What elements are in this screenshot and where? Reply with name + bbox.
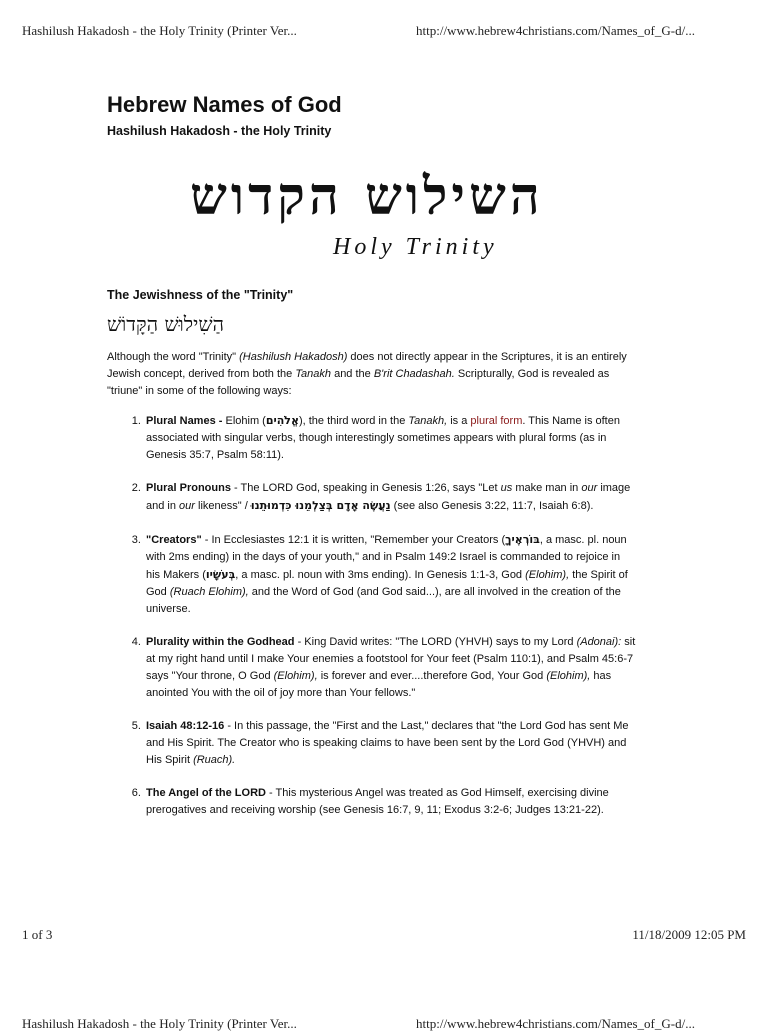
page-subtitle: Hashilush Hakadosh - the Holy Trinity [107,124,332,138]
logo-hebrew-text: השילוש הקדוש [190,166,544,227]
print-timestamp: 11/18/2009 12:05 PM [632,927,746,942]
trinity-evidence-list [107,412,637,819]
list-item: 3. "Creators" - In Ecclesiastes 12:1 it is written, "Remember your Creators (בּוֹרְאֶיךָ, a masc. pl. noun with 2ms ending) in the days of your youth," and in Psalm 149:2 Israel is commanded to rejoice in his Makers (בְּעֹשָׂיו, a masc. pl. noun with 3ms ending). In Genesis 1:1-3, God (Elohim), the Spirit of God (Ruach Elohim), and the Word of God (and God said...), are all involved in the creation of the universe. [144,531,637,618]
list-item: 1. Plural Names - Elohim (אֱלֹהִים), the third word in the Tanakh, is a plural form. This Name is often associated with singular verbs, though interestingly sometimes appears with plural forms (as in Genesis 35:7, Psalm 58:11). [144,412,637,464]
section-hebrew: הַשִׁילוּשׁ הַקָּדוֹשׁ [107,312,225,336]
page-count: 1 of 3 [22,927,53,942]
list-item: 2. Plural Pronouns - The LORD God, speaking in Genesis 1:26, says "Let us make man in our image and in our likeness" / נַעֲשֶׂה אָדָם בְּצַלְמֵנוּ כִּדְמוּתֵנוּ (see also Genesis 3:22, 11:7, Isaiah 6:8). [144,480,637,515]
next-page-header-title: Hashilush Hakadosh - the Holy Trinity (Printer Ver... [22,1016,297,1031]
section-heading: The Jewishness of the "Trinity" [107,288,294,302]
print-header-url: http://www.hebrew4christians.com/Names_of_G-d/... [416,23,695,38]
logo-english-text: Holy Trinity [333,234,498,260]
list-item: 5. Isaiah 48:12-16 - In this passage, the "First and the Last," declares that "the Lord God has sent Me and His Spirit. The Creator who is speaking claims to have been sent by the Lord God (YHVH) and His Spirit (Ruach). [144,718,637,769]
page-title: Hebrew Names of God [107,92,342,117]
list-item: 6. The Angel of the LORD - This mysterious Angel was treated as God Himself, exercising divine prerogatives and receiving worship (see Genesis 16:7, 9, 11; Exodus 3:2-6; Judges 13:21-22). [144,785,637,819]
page-content [107,90,637,835]
holy-trinity-logo [107,166,637,276]
intro-paragraph: Although the word "Trinity" (Hashilush Hakadosh) does not directly appear in the Scriptures, it is an entirely Jewish concept, derived from both the Tanakh and the B'rit Chadashah. Scripturally, God is revealed as "triune" in some of the following ways: [107,351,627,397]
list-item: 4. Plurality within the Godhead - King David writes: "The LORD (YHVH) says to my Lord (Adonai): sit at my right hand until I make Your enemies a footstool for Your feet (Psalm 110:1), and Psalm 45:6-7 says "Your throne, O God (Elohim), is forever and ever....therefore God, Your God (Elohim), has anointed You with the oil of joy more than Your fellows." [144,634,637,702]
print-header-title: Hashilush Hakadosh - the Holy Trinity (Printer Ver... [22,23,297,38]
plural-form-link[interactable]: plural form [470,415,523,427]
next-page-header-url: http://www.hebrew4christians.com/Names_of_G-d/... [416,1016,695,1031]
